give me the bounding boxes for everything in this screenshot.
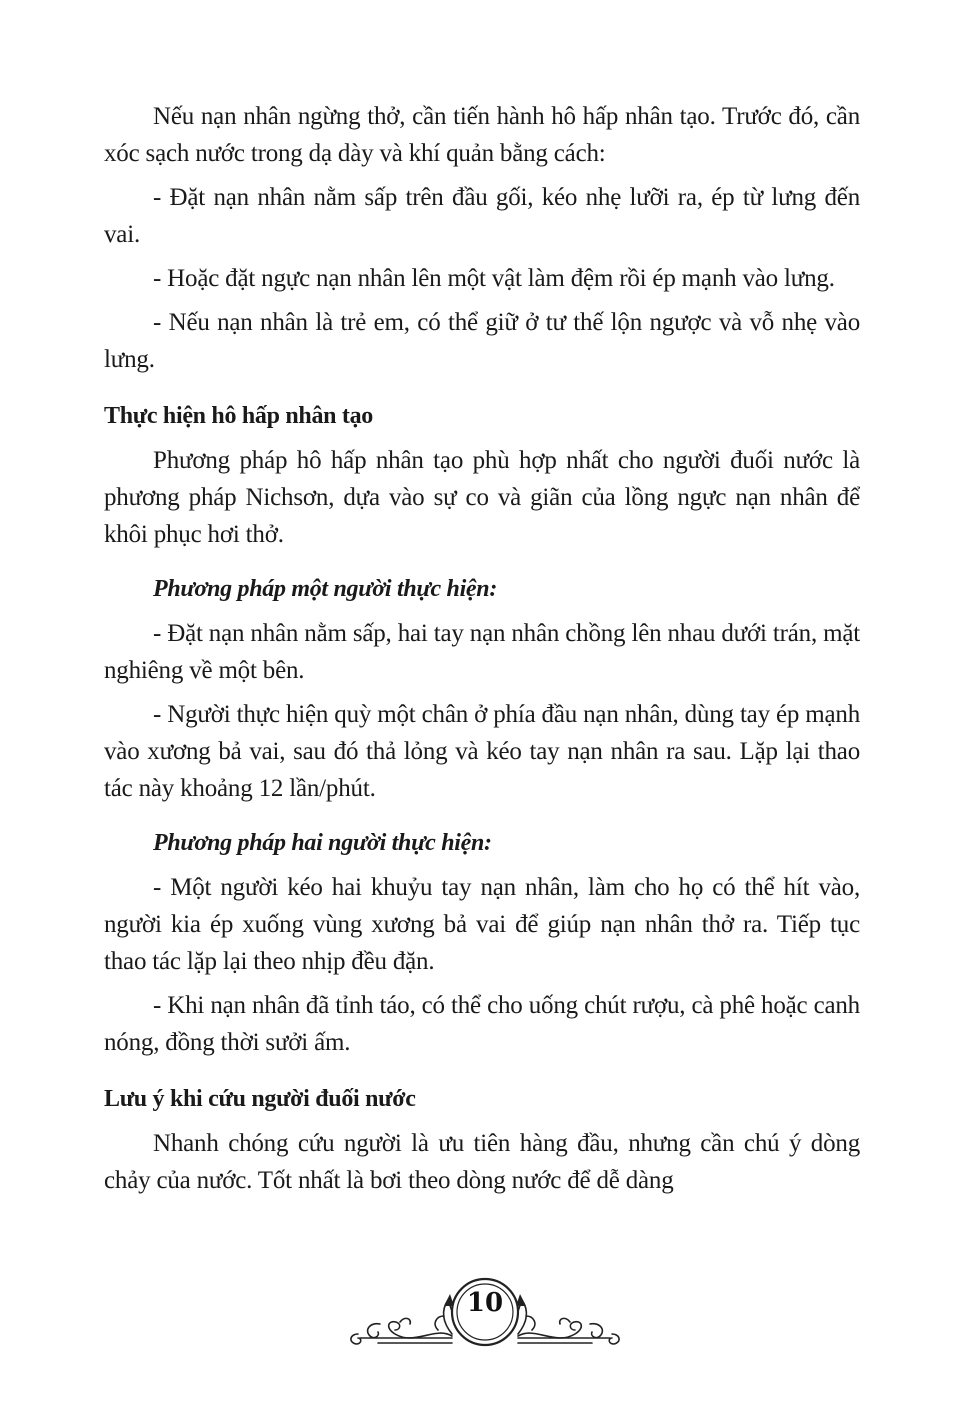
paragraph-step: - Hoặc đặt ngực nạn nhân lên một vật làm đệm rồi ép mạnh vào lưng.	[153, 265, 835, 292]
paragraph-step: - Đặt nạn nhân nằm sấp, hai tay nạn nhân chồng lên nhau dưới trán, mặt nghiêng về một bên.	[104, 620, 860, 684]
paragraph-step: - Người thực hiện quỳ một chân ở phía đầu nạn nhân, dùng tay ép mạnh vào xương bả vai, sau đó thả lỏng và kéo tay nạn nhân ra sau. Lặp lại thao tác này khoảng 12 lần/phút.	[104, 701, 860, 802]
subheading-one-person: Phương pháp một người thực hiện:	[153, 576, 498, 602]
paragraph-notes: Nhanh chóng cứu người là ưu tiên hàng đầu, nhưng cần chú ý dòng chảy của nước. Tốt nhất là bơi theo dòng nước để dễ dàng	[104, 1130, 860, 1194]
page-footer	[340, 1276, 630, 1356]
page-number: 10	[466, 1288, 504, 1318]
page-body	[104, 98, 860, 1199]
section-heading-notes: Lưu ý khi cứu người đuối nước	[104, 1086, 416, 1112]
paragraph-step: - Nếu nạn nhân là trẻ em, có thể giữ ở tư thế lộn ngược và vỗ nhẹ vào lưng.	[104, 309, 860, 373]
paragraph-step: - Khi nạn nhân đã tỉnh táo, có thể cho uống chút rượu, cà phê hoặc canh nóng, đồng thời sưởi ấm.	[104, 992, 860, 1056]
section-heading-cpr: Thực hiện hô hấp nhân tạo	[104, 403, 374, 429]
paragraph-step: - Đặt nạn nhân nằm sấp trên đầu gối, kéo nhẹ lưỡi ra, ép từ lưng đến vai.	[104, 184, 860, 248]
paragraph-cpr-intro: Phương pháp hô hấp nhân tạo phù hợp nhất cho người đuối nước là phương pháp Nichsơn, dựa vào sự co và giãn của lồng ngực nạn nhân để khôi phục hơi thở.	[104, 447, 860, 548]
paragraph-step: - Một người kéo hai khuỷu tay nạn nhân, làm cho họ có thể hít vào, người kia ép xuống vùng xương bả vai để giúp nạn nhân thở ra. Tiếp tục thao tác lặp lại theo nhịp đều đặn.	[104, 874, 860, 975]
paragraph-intro: Nếu nạn nhân ngừng thở, cần tiến hành hô hấp nhân tạo. Trước đó, cần xóc sạch nước trong dạ dày và khí quản bằng cách:	[104, 103, 860, 167]
subheading-two-person: Phương pháp hai người thực hiện:	[153, 830, 492, 856]
